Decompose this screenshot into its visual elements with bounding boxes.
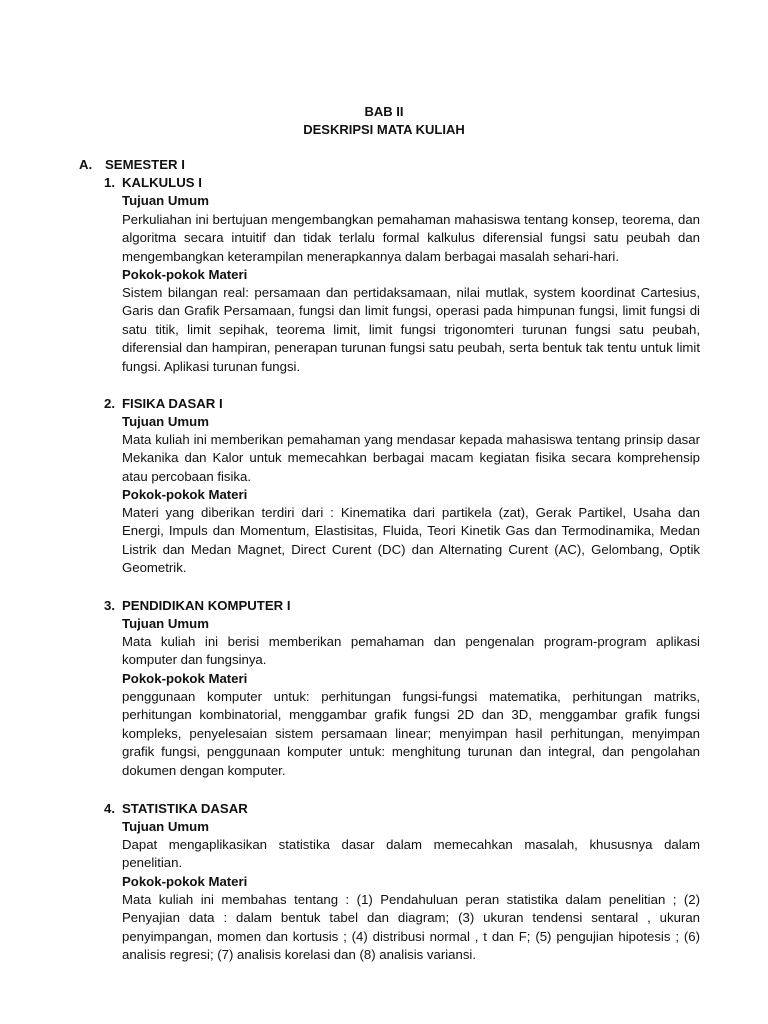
topics-label: Pokok-pokok Materi [122,267,248,282]
goal-label: Tujuan Umum [122,193,209,208]
topics-label: Pokok-pokok Materi [122,671,248,686]
goal-label: Tujuan Umum [122,616,209,631]
course-number: 1. [104,175,115,190]
section-marker: A. [79,157,93,172]
course-title: FISIKA DASAR I [122,396,223,411]
goal-text: Perkuliahan ini bertujuan mengembangkan pemahaman mahasiswa tentang konsep, teorema, dan algoritma secara intuitif dan tidak terlalu formal kalkulus diferensial fungsi satu peubah dan mengembangkan keterampilan menerapkannya dalam berbagai masalah sehari-hari. [122,212,700,264]
goal-text: Mata kuliah ini berisi memberikan pemahaman dan pengenalan program-program aplikasi komputer dan fungsinya. [122,634,700,668]
course-number: 2. [104,396,115,411]
chapter-title: DESKRIPSI MATA KULIAH [303,122,465,137]
course-number: 4. [104,801,115,816]
course-title: KALKULUS I [122,175,202,190]
section-title: SEMESTER I [105,157,185,172]
goal-text: Dapat mengaplikasikan statistika dasar dalam memecahkan masalah, khususnya dalam penelitian. [122,837,700,871]
goal-label: Tujuan Umum [122,414,209,429]
course-title: PENDIDIKAN KOMPUTER I [122,598,291,613]
topics-label: Pokok-pokok Materi [122,874,248,889]
course-number: 3. [104,598,115,613]
topics-text: Materi yang diberikan terdiri dari : Kinematika dari partikela (zat), Gerak Partikel, Usaha dan Energi, Impuls dan Momentum, Elastisitas, Fluida, Teori Kinetik Gas dan Termodinamika, Medan Listrik dan Medan Magnet, Direct Curent (DC) dan Alternating Curent (AC), Gelombang, Optik Geometrik. [122,505,700,576]
topics-text: Mata kuliah ini membahas tentang : (1) Pendahuluan peran statistika dalam penelitian ; (2) Penyajian data : dalam bentuk tabel dan diagram; (3) ukuran tendensi sentaral , ukuran penyimpangan, momen dan kortusis ; (4) distribusi normal , t dan F; (5) pengujian hipotesis ; (6) analisis regresi; (7) analisis korelasi dan (8) analisis variansi. [122,892,700,963]
topics-text: Sistem bilangan real: persamaan dan pertidaksamaan, nilai mutlak, system koordinat Cartesius, Garis dan Grafik Persamaan, fungsi dan limit fungsi, operasi pada himpunan fungsi, limit fungsi di satu titik, limit sepihak, teorema limit, limit fungsi trigonomteri turunan fungsi satu peubah, diferensial dan hampiran, penerapan turunan fungsi satu peubah, serta bentuk tak tentu untuk limit fungsi. Aplikasi turunan fungsi. [122,285,700,374]
topics-text: penggunaan komputer untuk: perhitungan fungsi-fungsi matematika, perhitungan matriks, perhitungan kombinatorial, menggambar grafik fungsi 2D dan 3D, menggambar grafik fungsi kompleks, penyelesaian sistem persamaan linear; menyimpan hasil perhitungan, menyimpan grafik fungsi, penggunaan komputer untuk: menghitung turunan dan integral, dan pengolahan dokumen dengan komputer. [122,689,700,778]
course-title: STATISTIKA DASAR [122,801,248,816]
topics-label: Pokok-pokok Materi [122,487,248,502]
chapter-heading: BAB II [364,104,404,119]
goal-text: Mata kuliah ini memberikan pemahaman yang mendasar kepada mahasiswa tentang prinsip dasar Mekanika dan Kalor untuk memecahkan berbagai macam kegiatan fisika secara komprehensip atau percobaan fisika. [122,432,700,484]
goal-label: Tujuan Umum [122,819,209,834]
